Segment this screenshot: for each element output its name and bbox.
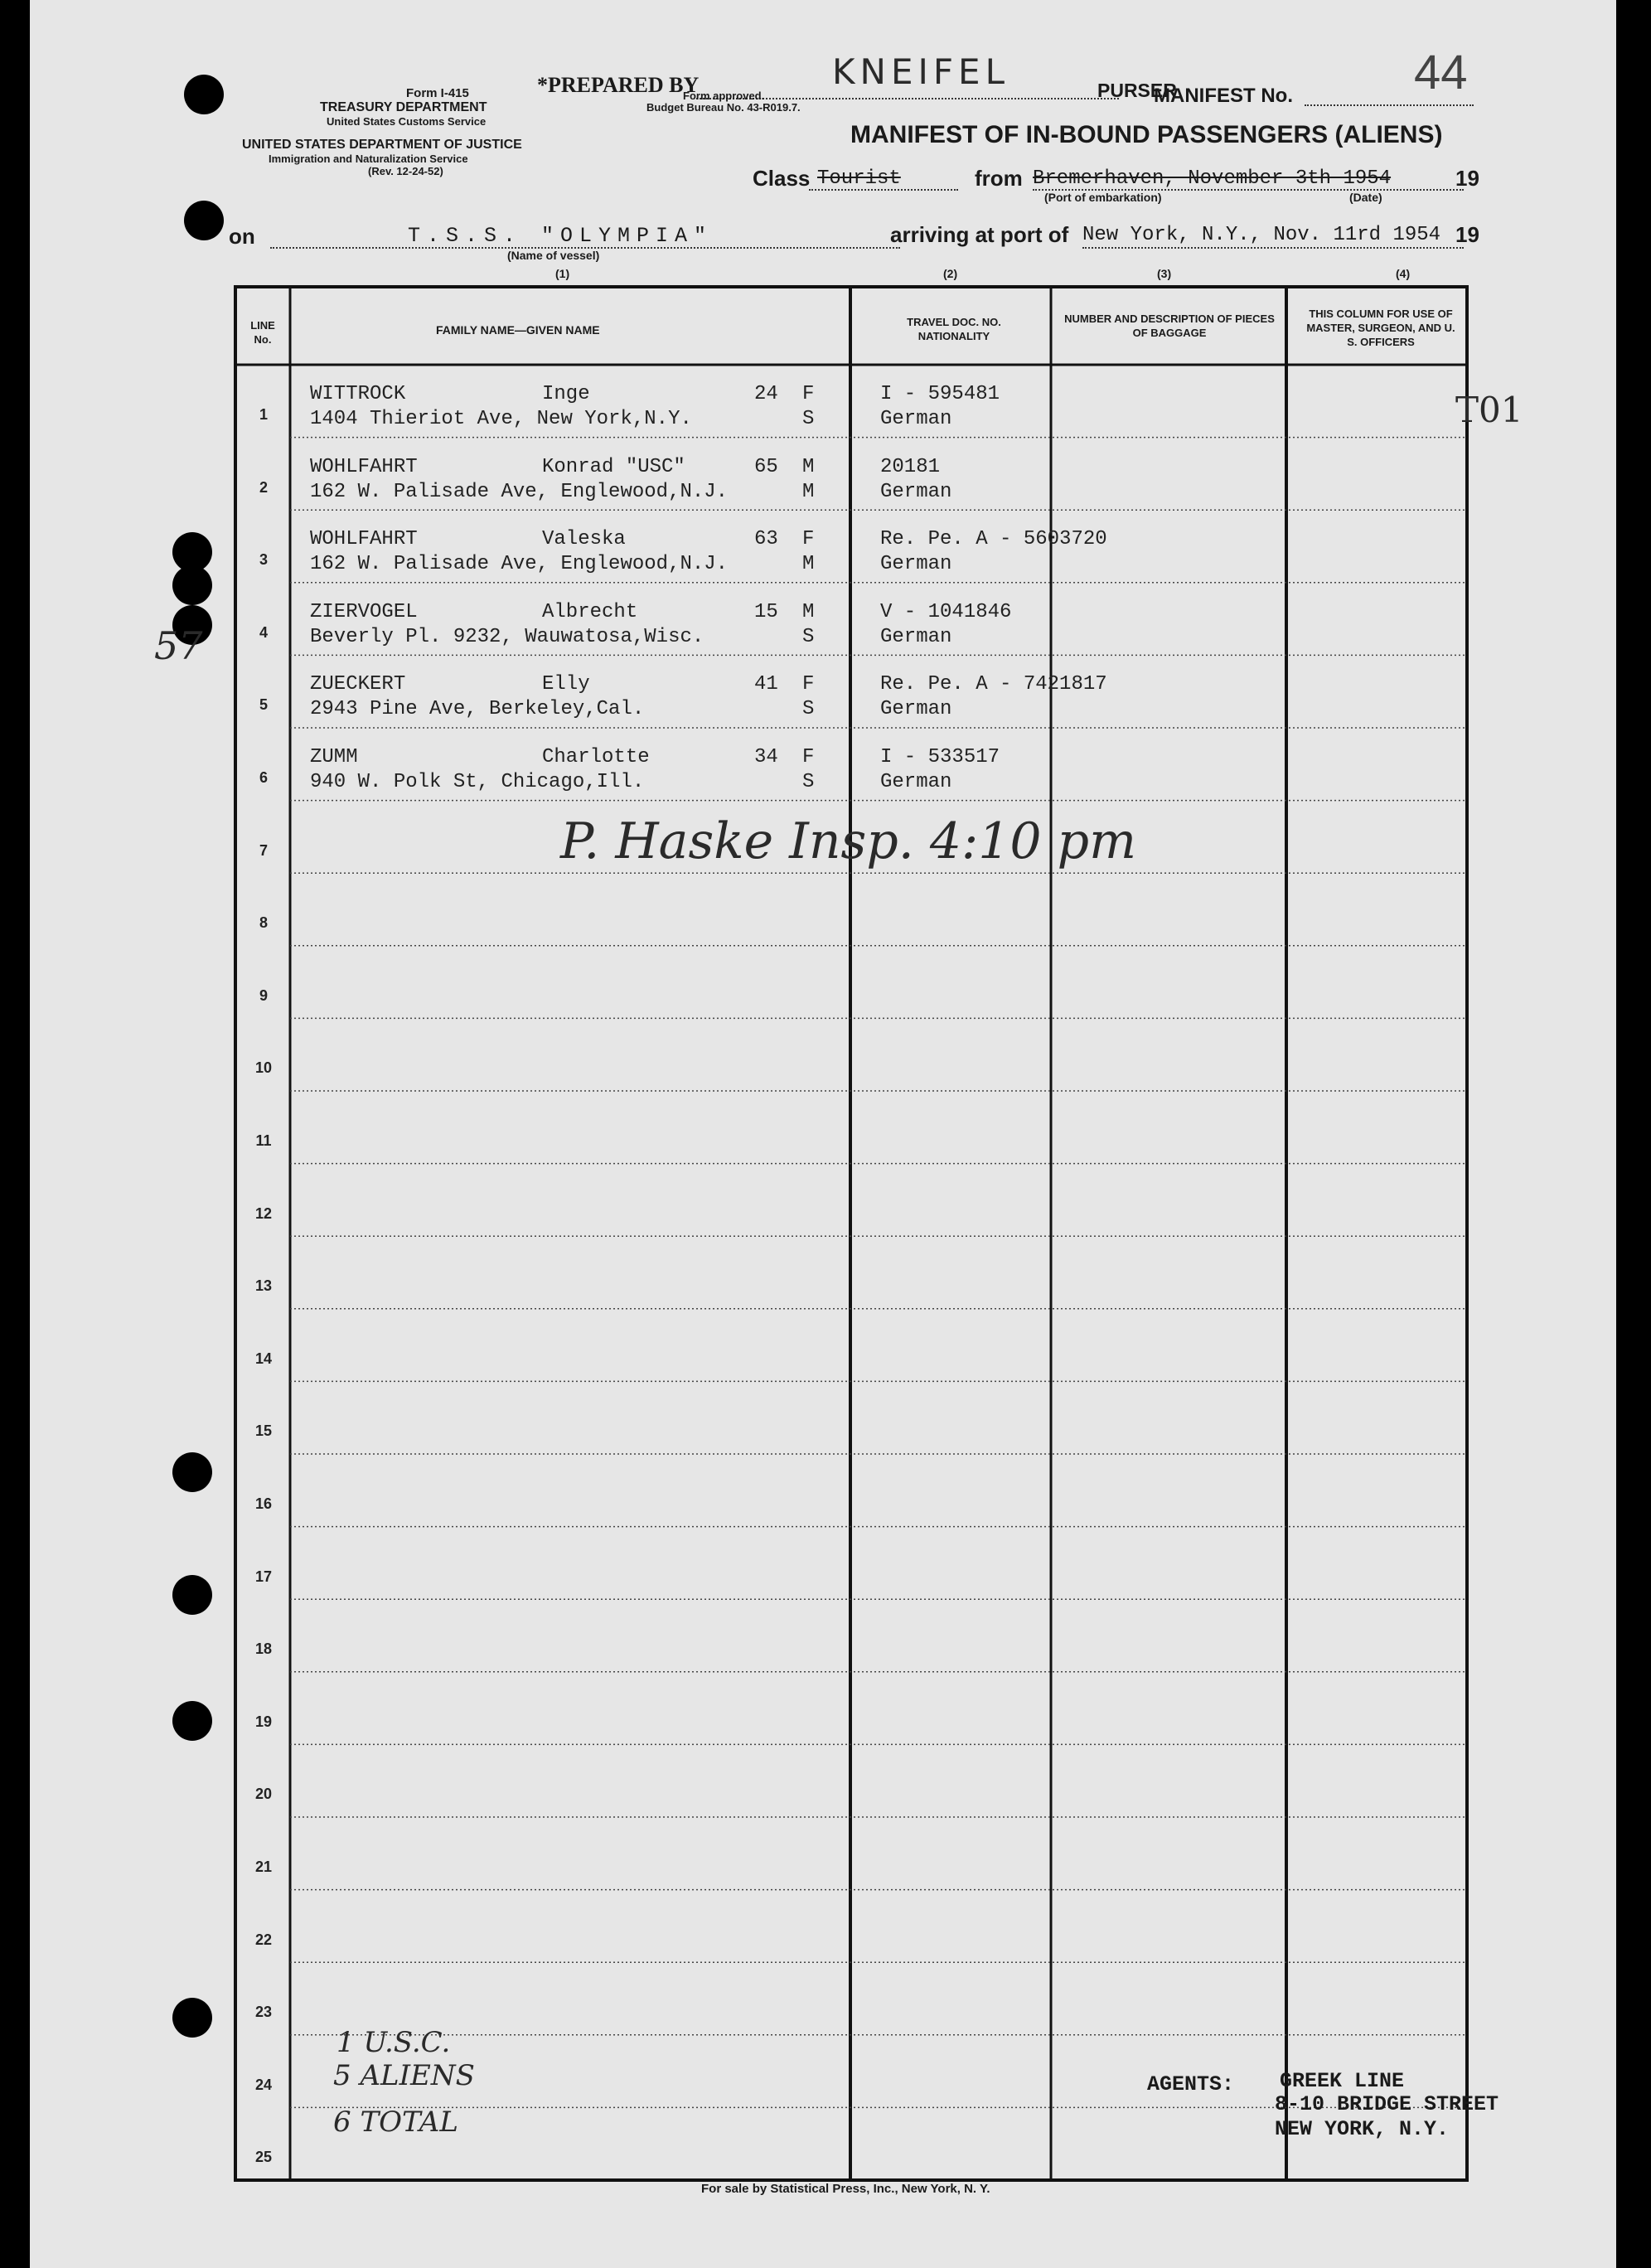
line-number: 6 [259, 769, 268, 786]
col-header-line-no: LINE No. [250, 319, 275, 346]
passenger-given: Inge [542, 383, 590, 405]
class-value: Tourist [817, 167, 901, 190]
port-embarkation-caption: (Port of embarkation) [1044, 191, 1162, 204]
agents-line-2: 8-10 BRIDGE STREET [1275, 2092, 1499, 2116]
line-number: 10 [254, 1059, 273, 1077]
passenger-status: S [802, 408, 815, 430]
on-label: on [229, 224, 255, 249]
passenger-doc: Re. Pe. A - 7421817 [880, 673, 1107, 696]
passenger-family: ZUMM [310, 746, 358, 768]
footer-printer: For sale by Statistical Press, Inc., New York, N. Y. [701, 2182, 990, 2196]
line-number: 13 [254, 1277, 273, 1295]
tally-total: 6 TOTAL [333, 2106, 458, 2139]
col-number-2: (2) [943, 267, 958, 280]
passenger-doc: Re. Pe. A - 5603720 [880, 528, 1107, 551]
revision-date: (Rev. 12-24-52) [368, 165, 443, 177]
line-number: 19 [254, 1713, 273, 1730]
officer-mark: T01 [1455, 390, 1523, 430]
form-approved: Form approved. [683, 90, 765, 102]
passenger-nationality: German [880, 771, 952, 793]
purser-label: PURSER [1097, 80, 1177, 101]
passenger-given: Elly [542, 673, 590, 696]
col-number-4: (4) [1396, 267, 1411, 280]
date-caption: (Date) [1349, 191, 1382, 204]
passenger-sex: F [802, 383, 815, 405]
passenger-sex: M [802, 455, 815, 478]
line-number: 25 [254, 2149, 273, 2166]
from-value: Bremerhaven, November 3th 1954 [1033, 167, 1392, 190]
tally-aliens: 5 ALIENS [333, 2059, 475, 2092]
line-number: 15 [254, 1422, 273, 1440]
passenger-age: 41 [754, 673, 778, 696]
col-header-officers: THIS COLUMN FOR USE OF MASTER, SURGEON, AND U. S. OFFICERS [1306, 308, 1455, 348]
vessel-name: T.S.S. "OLYMPIA" [408, 224, 714, 248]
class-label: Class [753, 166, 811, 191]
line-number: 8 [259, 914, 268, 932]
passenger-family: WITTROCK [310, 383, 406, 405]
passenger-nationality: German [880, 480, 952, 503]
passenger-sex: M [802, 600, 815, 623]
line-number: 4 [259, 623, 268, 641]
customs-service: United States Customs Service [327, 115, 487, 128]
line-number: 18 [254, 1640, 273, 1658]
passenger-age: 15 [754, 600, 778, 623]
passenger-age: 34 [754, 746, 778, 768]
passenger-age: 24 [754, 383, 778, 405]
passenger-family: WOHLFAHRT [310, 528, 418, 551]
passenger-status: M [802, 480, 815, 503]
line-number: 7 [259, 841, 268, 859]
line-number: 1 [259, 406, 268, 423]
passenger-sex: F [802, 746, 815, 768]
margin-number: 57 [154, 623, 203, 668]
line-number: 23 [254, 2004, 273, 2021]
manifest-sheet [30, 0, 1616, 2268]
passenger-address: 2943 Pine Ave, Berkeley,Cal. [310, 698, 645, 721]
passenger-family: ZUECKERT [310, 673, 406, 696]
line-number: 9 [259, 986, 268, 1004]
passenger-address: Beverly Pl. 9232, Wauwatosa,Wisc. [310, 625, 704, 648]
arriving-year: 19 [1455, 222, 1479, 247]
passenger-given: Charlotte [542, 746, 650, 768]
col-header-baggage: NUMBER AND DESCRIPTION OF PIECES OF BAGGAGE [1064, 313, 1275, 339]
passenger-family: ZIERVOGEL [310, 600, 418, 623]
col-header-name: FAMILY NAME—GIVEN NAME [436, 323, 600, 337]
passenger-status: S [802, 771, 815, 793]
prepared-by-value: KNEIFEL [832, 51, 1009, 92]
passenger-age: 65 [754, 455, 778, 478]
from-year: 19 [1455, 166, 1479, 191]
passenger-age: 63 [754, 528, 778, 551]
line-number: 2 [259, 478, 268, 496]
passenger-status: S [802, 698, 815, 721]
inspector-signature: P. Haske Insp. 4:10 pm [560, 812, 1136, 870]
passenger-address: 1404 Thieriot Ave, New York,N.Y. [310, 408, 692, 430]
passenger-doc: 20181 [880, 455, 941, 478]
line-number: 22 [254, 1931, 273, 1948]
passenger-nationality: German [880, 408, 952, 430]
passenger-given: Valeska [542, 528, 626, 551]
from-label: from [975, 166, 1023, 191]
passenger-nationality: German [880, 698, 952, 721]
line-number: 21 [254, 1858, 273, 1875]
manifest-no-label: MANIFEST No. [1154, 85, 1293, 107]
line-number: 17 [254, 1568, 273, 1585]
col-number-1: (1) [555, 267, 570, 280]
treasury-dept: TREASURY DEPARTMENT [320, 100, 487, 114]
line-number: 16 [254, 1495, 273, 1512]
line-number: 3 [259, 551, 268, 569]
passenger-sex: F [802, 528, 815, 551]
passenger-nationality: German [880, 625, 952, 648]
arriving-label: arriving at port of [890, 222, 1069, 247]
passenger-status: M [802, 553, 815, 576]
passenger-address: 162 W. Palisade Ave, Englewood,N.J. [310, 553, 729, 576]
vessel-caption: (Name of vessel) [507, 249, 600, 262]
form-number: Form I-415 [406, 86, 469, 100]
line-number: 24 [254, 2076, 273, 2093]
passenger-doc: I - 595481 [880, 383, 1000, 405]
line-number: 12 [254, 1204, 273, 1222]
passenger-address: 162 W. Palisade Ave, Englewood,N.J. [310, 480, 729, 503]
line-number: 5 [259, 696, 268, 714]
arriving-value: New York, N.Y., Nov. 11rd 1954 [1082, 224, 1441, 246]
passenger-status: S [802, 625, 815, 648]
line-number: 20 [254, 1786, 273, 1803]
tally-usc: 1 U.S.C. [336, 2026, 451, 2059]
agents-label: AGENTS: [1147, 2072, 1235, 2096]
passenger-doc: I - 533517 [880, 746, 1000, 768]
passenger-sex: F [802, 673, 815, 696]
prepared-by-label: *PREPARED BY [537, 73, 700, 97]
passenger-nationality: German [880, 553, 952, 576]
line-number: 11 [255, 1132, 272, 1149]
budget-bureau: Budget Bureau No. 43-R019.7. [646, 101, 801, 114]
passenger-doc: V - 1041846 [880, 600, 1012, 623]
col-header-travel-doc: TRAVEL DOC. NO. NATIONALITY [907, 316, 1001, 342]
manifest-no-value: 44 [1414, 46, 1468, 99]
agents-line-1: GREEK LINE [1280, 2069, 1405, 2093]
justice-dept: UNITED STATES DEPARTMENT OF JUSTICE [242, 138, 522, 152]
passenger-given: Konrad "USC" [542, 455, 685, 478]
line-number: 14 [254, 1350, 273, 1367]
passenger-given: Albrecht [542, 600, 638, 623]
ins-line: Immigration and Naturalization Service [269, 153, 468, 165]
agents-line-3: NEW YORK, N.Y. [1275, 2117, 1450, 2141]
col-number-3: (3) [1157, 267, 1172, 280]
passenger-family: WOHLFAHRT [310, 455, 418, 478]
manifest-title: MANIFEST OF IN-BOUND PASSENGERS (ALIENS) [850, 121, 1443, 148]
passenger-address: 940 W. Polk St, Chicago,Ill. [310, 771, 645, 793]
